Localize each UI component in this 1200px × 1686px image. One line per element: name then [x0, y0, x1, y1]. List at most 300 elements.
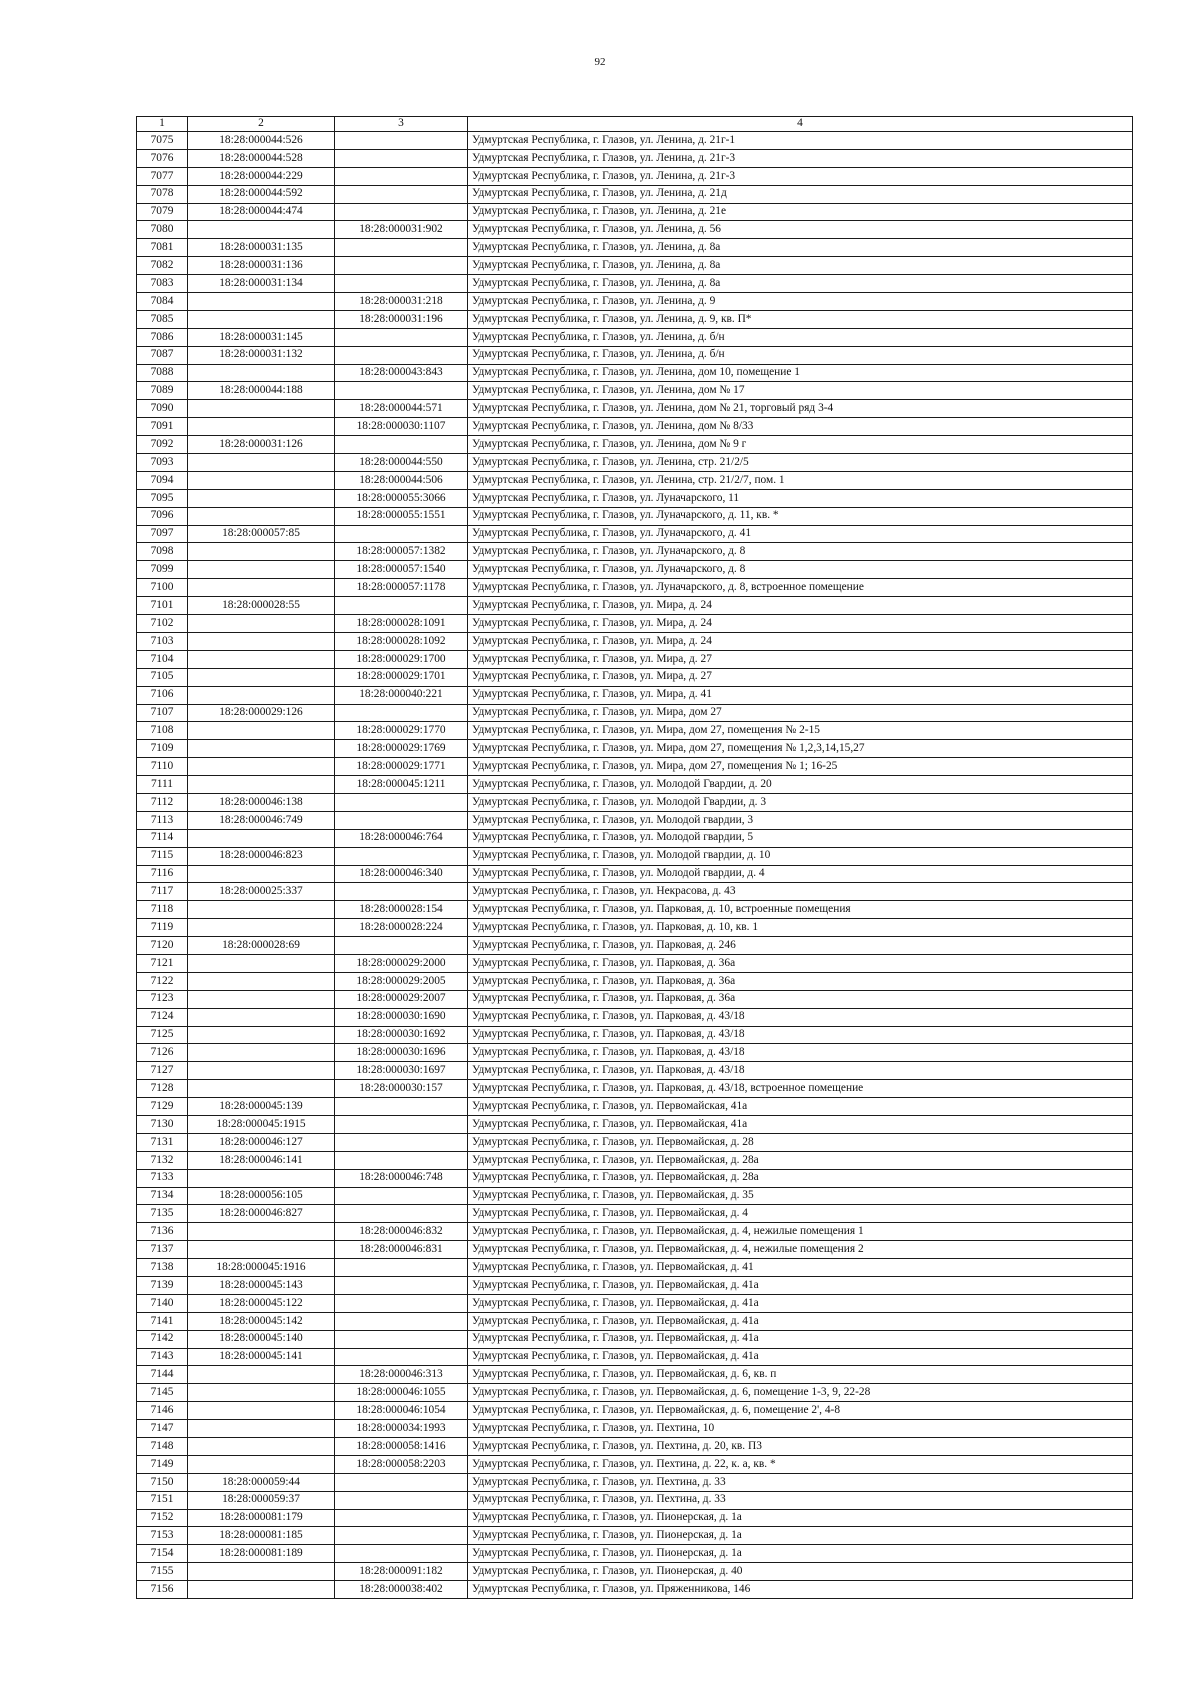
table-row: [137, 1473, 1133, 1491]
table-row: [137, 275, 1133, 293]
row-number-cell: 7131: [137, 1133, 188, 1151]
table-row: [137, 310, 1133, 328]
row-number-cell: 7106: [137, 686, 188, 704]
cadastral-number-building-cell: 18:28:000030:1692: [335, 1026, 468, 1044]
address-cell: Удмуртская Республика, г. Глазов, ул. Мира, дом 27: [468, 704, 1133, 722]
table-row: [137, 1205, 1133, 1223]
address-cell: Удмуртская Республика, г. Глазов, ул. Луначарского, 11: [468, 489, 1133, 507]
table-row: [137, 597, 1133, 615]
cadastral-number-building-cell: [335, 275, 468, 293]
cadastral-number-land-cell: [188, 668, 335, 686]
cadastral-number-building-cell: [335, 1133, 468, 1151]
cadastral-number-land-cell: 18:28:000046:827: [188, 1205, 335, 1223]
cadastral-number-building-cell: [335, 1527, 468, 1545]
row-number-cell: 7130: [137, 1115, 188, 1133]
cadastral-number-land-cell: 18:28:000057:85: [188, 525, 335, 543]
cadastral-number-land-cell: 18:28:000031:126: [188, 436, 335, 454]
table-row: [137, 686, 1133, 704]
cadastral-number-land-cell: [188, 1044, 335, 1062]
address-cell: Удмуртская Республика, г. Глазов, ул. Первомайская, д. 28: [468, 1133, 1133, 1151]
table-row: [137, 650, 1133, 668]
cadastral-number-land-cell: [188, 293, 335, 311]
cadastral-number-building-cell: [335, 1509, 468, 1527]
address-cell: Удмуртская Республика, г. Глазов, ул. Первомайская, д. 6, кв. п: [468, 1366, 1133, 1384]
address-cell: Удмуртская Республика, г. Глазов, ул. Парковая, д. 43/18: [468, 1008, 1133, 1026]
table-row: [137, 1151, 1133, 1169]
row-number-cell: 7150: [137, 1473, 188, 1491]
row-number-cell: 7075: [137, 132, 188, 150]
address-cell: Удмуртская Республика, г. Глазов, ул. Молодой Гвардии, д. 20: [468, 776, 1133, 794]
table-row: [137, 793, 1133, 811]
cadastral-number-building-cell: [335, 793, 468, 811]
cadastral-number-land-cell: 18:28:000031:132: [188, 346, 335, 364]
cadastral-number-building-cell: [335, 1277, 468, 1295]
address-cell: Удмуртская Республика, г. Глазов, ул. Ленина, дом № 8/33: [468, 418, 1133, 436]
registry-table: [136, 116, 1133, 1599]
table-row: [137, 1026, 1133, 1044]
table-row: [137, 293, 1133, 311]
table-row: [137, 1581, 1133, 1599]
cadastral-number-land-cell: 18:28:000044:474: [188, 203, 335, 221]
address-cell: Удмуртская Республика, г. Глазов, ул. Мира, д. 24: [468, 615, 1133, 633]
cadastral-number-building-cell: [335, 239, 468, 257]
address-cell: Удмуртская Республика, г. Глазов, ул. Первомайская, д. 41: [468, 1259, 1133, 1277]
cadastral-number-land-cell: 18:28:000046:127: [188, 1133, 335, 1151]
row-number-cell: 7146: [137, 1402, 188, 1420]
address-cell: Удмуртская Республика, г. Глазов, ул. Ленина, д. 8а: [468, 239, 1133, 257]
address-cell: Удмуртская Республика, г. Глазов, ул. Ленина, д. 21е: [468, 203, 1133, 221]
table-row: [137, 543, 1133, 561]
address-cell: Удмуртская Республика, г. Глазов, ул. Пехтина, д. 33: [468, 1473, 1133, 1491]
row-number-cell: 7104: [137, 650, 188, 668]
table-row: [137, 615, 1133, 633]
row-number-cell: 7076: [137, 149, 188, 167]
cadastral-number-land-cell: [188, 561, 335, 579]
address-cell: Удмуртская Республика, г. Глазов, ул. Мира, д. 24: [468, 632, 1133, 650]
cadastral-number-land-cell: 18:28:000056:105: [188, 1187, 335, 1205]
address-cell: Удмуртская Республика, г. Глазов, ул. Парковая, д. 10, кв. 1: [468, 919, 1133, 937]
row-number-cell: 7153: [137, 1527, 188, 1545]
cadastral-number-land-cell: [188, 829, 335, 847]
address-cell: Удмуртская Республика, г. Глазов, ул. Ленина, стр. 21/2/5: [468, 454, 1133, 472]
table-row: [137, 937, 1133, 955]
row-number-cell: 7095: [137, 489, 188, 507]
cadastral-number-land-cell: [188, 758, 335, 776]
row-number-cell: 7123: [137, 990, 188, 1008]
row-number-cell: 7088: [137, 364, 188, 382]
cadastral-number-building-cell: 18:28:000055:3066: [335, 489, 468, 507]
address-cell: Удмуртская Республика, г. Глазов, ул. Ленина, д. 21г-3: [468, 149, 1133, 167]
cadastral-number-land-cell: [188, 1223, 335, 1241]
header-col-4: 4: [468, 117, 1133, 132]
table-row: [137, 1080, 1133, 1098]
address-cell: Удмуртская Республика, г. Глазов, ул. Первомайская, д. 41а: [468, 1294, 1133, 1312]
cadastral-number-building-cell: 18:28:000046:764: [335, 829, 468, 847]
cadastral-number-land-cell: 18:28:000046:138: [188, 793, 335, 811]
row-number-cell: 7077: [137, 167, 188, 185]
cadastral-number-land-cell: 18:28:000045:140: [188, 1330, 335, 1348]
cadastral-number-building-cell: 18:28:000038:402: [335, 1581, 468, 1599]
row-number-cell: 7149: [137, 1455, 188, 1473]
row-number-cell: 7098: [137, 543, 188, 561]
address-cell: Удмуртская Республика, г. Глазов, ул. Пехтина, д. 20, кв. П3: [468, 1438, 1133, 1456]
table-row: [137, 1527, 1133, 1545]
cadastral-number-building-cell: 18:28:000058:1416: [335, 1438, 468, 1456]
address-cell: Удмуртская Республика, г. Глазов, ул. Первомайская, д. 28а: [468, 1169, 1133, 1187]
address-cell: Удмуртская Республика, г. Глазов, ул. Первомайская, д. 6, помещение 2', 4-8: [468, 1402, 1133, 1420]
address-cell: Удмуртская Республика, г. Глазов, ул. Луначарского, д. 11, кв. *: [468, 507, 1133, 525]
table-row: [137, 579, 1133, 597]
cadastral-number-land-cell: 18:28:000045:122: [188, 1294, 335, 1312]
row-number-cell: 7078: [137, 185, 188, 203]
cadastral-number-building-cell: 18:28:000029:1771: [335, 758, 468, 776]
cadastral-number-land-cell: 18:28:000045:1915: [188, 1115, 335, 1133]
row-number-cell: 7096: [137, 507, 188, 525]
cadastral-number-building-cell: 18:28:000043:843: [335, 364, 468, 382]
header-col-3: 3: [335, 117, 468, 132]
row-number-cell: 7099: [137, 561, 188, 579]
cadastral-number-land-cell: [188, 990, 335, 1008]
table-row: [137, 1438, 1133, 1456]
cadastral-number-land-cell: 18:28:000031:135: [188, 239, 335, 257]
row-number-cell: 7084: [137, 293, 188, 311]
row-number-cell: 7140: [137, 1294, 188, 1312]
row-number-cell: 7139: [137, 1277, 188, 1295]
row-number-cell: 7110: [137, 758, 188, 776]
row-number-cell: 7092: [137, 436, 188, 454]
cadastral-number-land-cell: [188, 1581, 335, 1599]
cadastral-number-land-cell: 18:28:000031:134: [188, 275, 335, 293]
cadastral-number-building-cell: 18:28:000030:1690: [335, 1008, 468, 1026]
row-number-cell: 7129: [137, 1098, 188, 1116]
table-row: [137, 1044, 1133, 1062]
cadastral-number-building-cell: [335, 382, 468, 400]
table-row: [137, 865, 1133, 883]
table-row: [137, 901, 1133, 919]
row-number-cell: 7101: [137, 597, 188, 615]
cadastral-number-land-cell: 18:28:000059:44: [188, 1473, 335, 1491]
address-cell: Удмуртская Республика, г. Глазов, ул. Ленина, дом 10, помещение 1: [468, 364, 1133, 382]
address-cell: Удмуртская Республика, г. Глазов, ул. Парковая, д. 246: [468, 937, 1133, 955]
row-number-cell: 7087: [137, 346, 188, 364]
row-number-cell: 7141: [137, 1312, 188, 1330]
address-cell: Удмуртская Республика, г. Глазов, ул. Ленина, д. 56: [468, 221, 1133, 239]
cadastral-number-building-cell: [335, 937, 468, 955]
address-cell: Удмуртская Республика, г. Глазов, ул. Мира, дом 27, помещения № 2-15: [468, 722, 1133, 740]
table-row: [137, 1402, 1133, 1420]
table-row: [137, 185, 1133, 203]
table-row: [137, 346, 1133, 364]
cadastral-number-building-cell: [335, 1259, 468, 1277]
table-row: [137, 1420, 1133, 1438]
table-body: [137, 132, 1133, 1599]
cadastral-number-land-cell: [188, 1563, 335, 1581]
cadastral-number-land-cell: [188, 776, 335, 794]
address-cell: Удмуртская Республика, г. Глазов, ул. Первомайская, д. 4, нежилые помещения 1: [468, 1223, 1133, 1241]
row-number-cell: 7128: [137, 1080, 188, 1098]
row-number-cell: 7144: [137, 1366, 188, 1384]
table-row: [137, 1241, 1133, 1259]
cadastral-number-building-cell: 18:28:000034:1993: [335, 1420, 468, 1438]
address-cell: Удмуртская Республика, г. Глазов, ул. Молодой гвардии, 5: [468, 829, 1133, 847]
table-row: [137, 1330, 1133, 1348]
cadastral-number-building-cell: 18:28:000030:1697: [335, 1062, 468, 1080]
cadastral-number-building-cell: 18:28:000030:157: [335, 1080, 468, 1098]
table-row: [137, 811, 1133, 829]
cadastral-number-land-cell: [188, 543, 335, 561]
table-row: [137, 776, 1133, 794]
cadastral-number-building-cell: 18:28:000031:902: [335, 221, 468, 239]
row-number-cell: 7089: [137, 382, 188, 400]
row-number-cell: 7147: [137, 1420, 188, 1438]
address-cell: Удмуртская Республика, г. Глазов, ул. Первомайская, д. 6, помещение 1-3, 9, 22-28: [468, 1384, 1133, 1402]
row-number-cell: 7137: [137, 1241, 188, 1259]
cadastral-number-building-cell: [335, 1545, 468, 1563]
row-number-cell: 7155: [137, 1563, 188, 1581]
row-number-cell: 7132: [137, 1151, 188, 1169]
cadastral-number-land-cell: [188, 221, 335, 239]
address-cell: Удмуртская Республика, г. Глазов, ул. Луначарского, д. 41: [468, 525, 1133, 543]
address-cell: Удмуртская Республика, г. Глазов, ул. Пионерская, д. 1а: [468, 1527, 1133, 1545]
cadastral-number-land-cell: [188, 579, 335, 597]
cadastral-number-land-cell: [188, 632, 335, 650]
table-row: [137, 919, 1133, 937]
row-number-cell: 7112: [137, 793, 188, 811]
cadastral-number-building-cell: 18:28:000028:154: [335, 901, 468, 919]
table-row: [137, 471, 1133, 489]
row-number-cell: 7134: [137, 1187, 188, 1205]
row-number-cell: 7108: [137, 722, 188, 740]
cadastral-number-land-cell: [188, 1366, 335, 1384]
cadastral-number-building-cell: 18:28:000029:2000: [335, 954, 468, 972]
cadastral-number-land-cell: 18:28:000031:145: [188, 328, 335, 346]
address-cell: Удмуртская Республика, г. Глазов, ул. Мира, д. 27: [468, 668, 1133, 686]
cadastral-number-building-cell: [335, 1491, 468, 1509]
row-number-cell: 7080: [137, 221, 188, 239]
table-row: [137, 740, 1133, 758]
address-cell: Удмуртская Республика, г. Глазов, ул. Пехтина, д. 33: [468, 1491, 1133, 1509]
table-row: [137, 221, 1133, 239]
cadastral-number-land-cell: [188, 1026, 335, 1044]
row-number-cell: 7085: [137, 310, 188, 328]
table-row: [137, 257, 1133, 275]
address-cell: Удмуртская Республика, г. Глазов, ул. Первомайская, д. 41а: [468, 1312, 1133, 1330]
table-row: [137, 1563, 1133, 1581]
address-cell: Удмуртская Республика, г. Глазов, ул. Первомайская, д. 41а: [468, 1277, 1133, 1295]
cadastral-number-land-cell: [188, 919, 335, 937]
cadastral-number-building-cell: [335, 1205, 468, 1223]
cadastral-number-building-cell: 18:28:000046:313: [335, 1366, 468, 1384]
address-cell: Удмуртская Республика, г. Глазов, ул. Парковая, д. 43/18: [468, 1044, 1133, 1062]
row-number-cell: 7116: [137, 865, 188, 883]
cadastral-number-land-cell: 18:28:000031:136: [188, 257, 335, 275]
row-number-cell: 7105: [137, 668, 188, 686]
cadastral-number-land-cell: 18:28:000029:126: [188, 704, 335, 722]
address-cell: Удмуртская Республика, г. Глазов, ул. Ленина, д. 21г-3: [468, 167, 1133, 185]
row-number-cell: 7136: [137, 1223, 188, 1241]
cadastral-number-building-cell: 18:28:000091:182: [335, 1563, 468, 1581]
address-cell: Удмуртская Республика, г. Глазов, ул. Пионерская, д. 1а: [468, 1545, 1133, 1563]
row-number-cell: 7093: [137, 454, 188, 472]
cadastral-number-land-cell: [188, 400, 335, 418]
address-cell: Удмуртская Республика, г. Глазов, ул. Молодой Гвардии, д. 3: [468, 793, 1133, 811]
address-cell: Удмуртская Республика, г. Глазов, ул. Мира, д. 27: [468, 650, 1133, 668]
cadastral-number-building-cell: [335, 1348, 468, 1366]
table-row: [137, 149, 1133, 167]
row-number-cell: 7135: [137, 1205, 188, 1223]
cadastral-number-building-cell: [335, 203, 468, 221]
cadastral-number-land-cell: [188, 722, 335, 740]
address-cell: Удмуртская Республика, г. Глазов, ул. Парковая, д. 43/18, встроенное помещение: [468, 1080, 1133, 1098]
address-cell: Удмуртская Республика, г. Глазов, ул. Парковая, д. 36а: [468, 990, 1133, 1008]
cadastral-number-building-cell: 18:28:000057:1540: [335, 561, 468, 579]
cadastral-number-building-cell: 18:28:000046:831: [335, 1241, 468, 1259]
table-row: [137, 1277, 1133, 1295]
row-number-cell: 7091: [137, 418, 188, 436]
row-number-cell: 7118: [137, 901, 188, 919]
row-number-cell: 7133: [137, 1169, 188, 1187]
row-number-cell: 7117: [137, 883, 188, 901]
row-number-cell: 7126: [137, 1044, 188, 1062]
address-cell: Удмуртская Республика, г. Глазов, ул. Первомайская, д. 4, нежилые помещения 2: [468, 1241, 1133, 1259]
address-cell: Удмуртская Республика, г. Глазов, ул. Луначарского, д. 8: [468, 543, 1133, 561]
cadastral-number-land-cell: [188, 865, 335, 883]
table-row: [137, 1115, 1133, 1133]
cadastral-number-building-cell: 18:28:000046:1055: [335, 1384, 468, 1402]
row-number-cell: 7097: [137, 525, 188, 543]
cadastral-number-building-cell: 18:28:000046:748: [335, 1169, 468, 1187]
cadastral-number-land-cell: [188, 310, 335, 328]
address-cell: Удмуртская Республика, г. Глазов, ул. Некрасова, д. 43: [468, 883, 1133, 901]
row-number-cell: 7125: [137, 1026, 188, 1044]
cadastral-number-building-cell: [335, 1473, 468, 1491]
row-number-cell: 7152: [137, 1509, 188, 1527]
row-number-cell: 7103: [137, 632, 188, 650]
cadastral-number-building-cell: [335, 257, 468, 275]
row-number-cell: 7154: [137, 1545, 188, 1563]
address-cell: Удмуртская Республика, г. Глазов, ул. Первомайская, д. 41а: [468, 1330, 1133, 1348]
cadastral-number-land-cell: 18:28:000025:337: [188, 883, 335, 901]
cadastral-number-land-cell: 18:28:000059:37: [188, 1491, 335, 1509]
table-row: [137, 758, 1133, 776]
row-number-cell: 7151: [137, 1491, 188, 1509]
cadastral-number-land-cell: [188, 1008, 335, 1026]
cadastral-number-building-cell: 18:28:000057:1178: [335, 579, 468, 597]
table-row: [137, 436, 1133, 454]
cadastral-number-building-cell: 18:28:000040:221: [335, 686, 468, 704]
cadastral-number-building-cell: [335, 1312, 468, 1330]
cadastral-number-land-cell: [188, 1062, 335, 1080]
row-number-cell: 7145: [137, 1384, 188, 1402]
cadastral-number-building-cell: 18:28:000058:2203: [335, 1455, 468, 1473]
address-cell: Удмуртская Республика, г. Глазов, ул. Мира, д. 41: [468, 686, 1133, 704]
address-cell: Удмуртская Республика, г. Глазов, ул. Парковая, д. 36а: [468, 972, 1133, 990]
table-row: [137, 328, 1133, 346]
address-cell: Удмуртская Республика, г. Глазов, ул. Ленина, д. б/н: [468, 328, 1133, 346]
table-row: [137, 1491, 1133, 1509]
address-cell: Удмуртская Республика, г. Глазов, ул. Ленина, д. 8а: [468, 257, 1133, 275]
table-row: [137, 454, 1133, 472]
cadastral-number-land-cell: 18:28:000028:69: [188, 937, 335, 955]
cadastral-number-building-cell: 18:28:000055:1551: [335, 507, 468, 525]
address-cell: Удмуртская Республика, г. Глазов, ул. Мира, дом 27, помещения № 1,2,3,14,15,27: [468, 740, 1133, 758]
address-cell: Удмуртская Республика, г. Глазов, ул. Пионерская, д. 1а: [468, 1509, 1133, 1527]
cadastral-number-building-cell: [335, 1330, 468, 1348]
address-cell: Удмуртская Республика, г. Глазов, ул. Парковая, д. 43/18: [468, 1026, 1133, 1044]
cadastral-number-land-cell: [188, 1402, 335, 1420]
address-cell: Удмуртская Республика, г. Глазов, ул. Молодой гвардии, д. 10: [468, 847, 1133, 865]
row-number-cell: 7124: [137, 1008, 188, 1026]
cadastral-number-building-cell: 18:28:000031:196: [335, 310, 468, 328]
cadastral-number-building-cell: [335, 185, 468, 203]
cadastral-number-building-cell: 18:28:000030:1696: [335, 1044, 468, 1062]
address-cell: Удмуртская Республика, г. Глазов, ул. Молодой гвардии, 3: [468, 811, 1133, 829]
cadastral-number-land-cell: 18:28:000081:189: [188, 1545, 335, 1563]
table-row: [137, 1098, 1133, 1116]
cadastral-number-land-cell: 18:28:000045:139: [188, 1098, 335, 1116]
cadastral-number-building-cell: [335, 525, 468, 543]
cadastral-number-building-cell: 18:28:000029:1770: [335, 722, 468, 740]
row-number-cell: 7113: [137, 811, 188, 829]
cadastral-number-building-cell: [335, 1115, 468, 1133]
table-row: [137, 1008, 1133, 1026]
cadastral-number-building-cell: [335, 811, 468, 829]
table-row: [137, 364, 1133, 382]
cadastral-number-land-cell: [188, 650, 335, 668]
address-cell: Удмуртская Республика, г. Глазов, ул. Мира, дом 27, помещения № 1; 16-25: [468, 758, 1133, 776]
row-number-cell: 7120: [137, 937, 188, 955]
cadastral-number-building-cell: 18:28:000029:2007: [335, 990, 468, 1008]
cadastral-number-land-cell: 18:28:000045:142: [188, 1312, 335, 1330]
table-row: [137, 1384, 1133, 1402]
cadastral-number-building-cell: 18:28:000028:1091: [335, 615, 468, 633]
table-row: [137, 525, 1133, 543]
cadastral-number-land-cell: 18:28:000045:141: [188, 1348, 335, 1366]
table-row: [137, 203, 1133, 221]
row-number-cell: 7102: [137, 615, 188, 633]
row-number-cell: 7119: [137, 919, 188, 937]
cadastral-number-building-cell: 18:28:000029:2005: [335, 972, 468, 990]
row-number-cell: 7079: [137, 203, 188, 221]
cadastral-number-land-cell: 18:28:000045:1916: [188, 1259, 335, 1277]
cadastral-number-land-cell: [188, 1420, 335, 1438]
address-cell: Удмуртская Республика, г. Глазов, ул. Ленина, д. 21г-1: [468, 132, 1133, 150]
cadastral-number-building-cell: 18:28:000057:1382: [335, 543, 468, 561]
table-row: [137, 132, 1133, 150]
address-cell: Удмуртская Республика, г. Глазов, ул. Ленина, д. б/н: [468, 346, 1133, 364]
table-row: [137, 489, 1133, 507]
row-number-cell: 7107: [137, 704, 188, 722]
table-row: [137, 239, 1133, 257]
table-row: [137, 1348, 1133, 1366]
cadastral-number-land-cell: [188, 686, 335, 704]
header-col-2: 2: [188, 117, 335, 132]
row-number-cell: 7142: [137, 1330, 188, 1348]
cadastral-number-building-cell: [335, 1294, 468, 1312]
address-cell: Удмуртская Республика, г. Глазов, ул. Первомайская, 41а: [468, 1098, 1133, 1116]
row-number-cell: 7121: [137, 954, 188, 972]
table-row: [137, 1294, 1133, 1312]
address-cell: Удмуртская Республика, г. Глазов, ул. Ленина, д. 21д: [468, 185, 1133, 203]
cadastral-number-building-cell: 18:28:000044:550: [335, 454, 468, 472]
address-cell: Удмуртская Республика, г. Глазов, ул. Луначарского, д. 8, встроенное помещение: [468, 579, 1133, 597]
page-number: 92: [594, 56, 606, 68]
table-header-row: [137, 117, 1133, 132]
row-number-cell: 7143: [137, 1348, 188, 1366]
address-cell: Удмуртская Республика, г. Глазов, ул. Пехтина, д. 22, к. а, кв. *: [468, 1455, 1133, 1473]
cadastral-number-land-cell: [188, 364, 335, 382]
table-row: [137, 1223, 1133, 1241]
